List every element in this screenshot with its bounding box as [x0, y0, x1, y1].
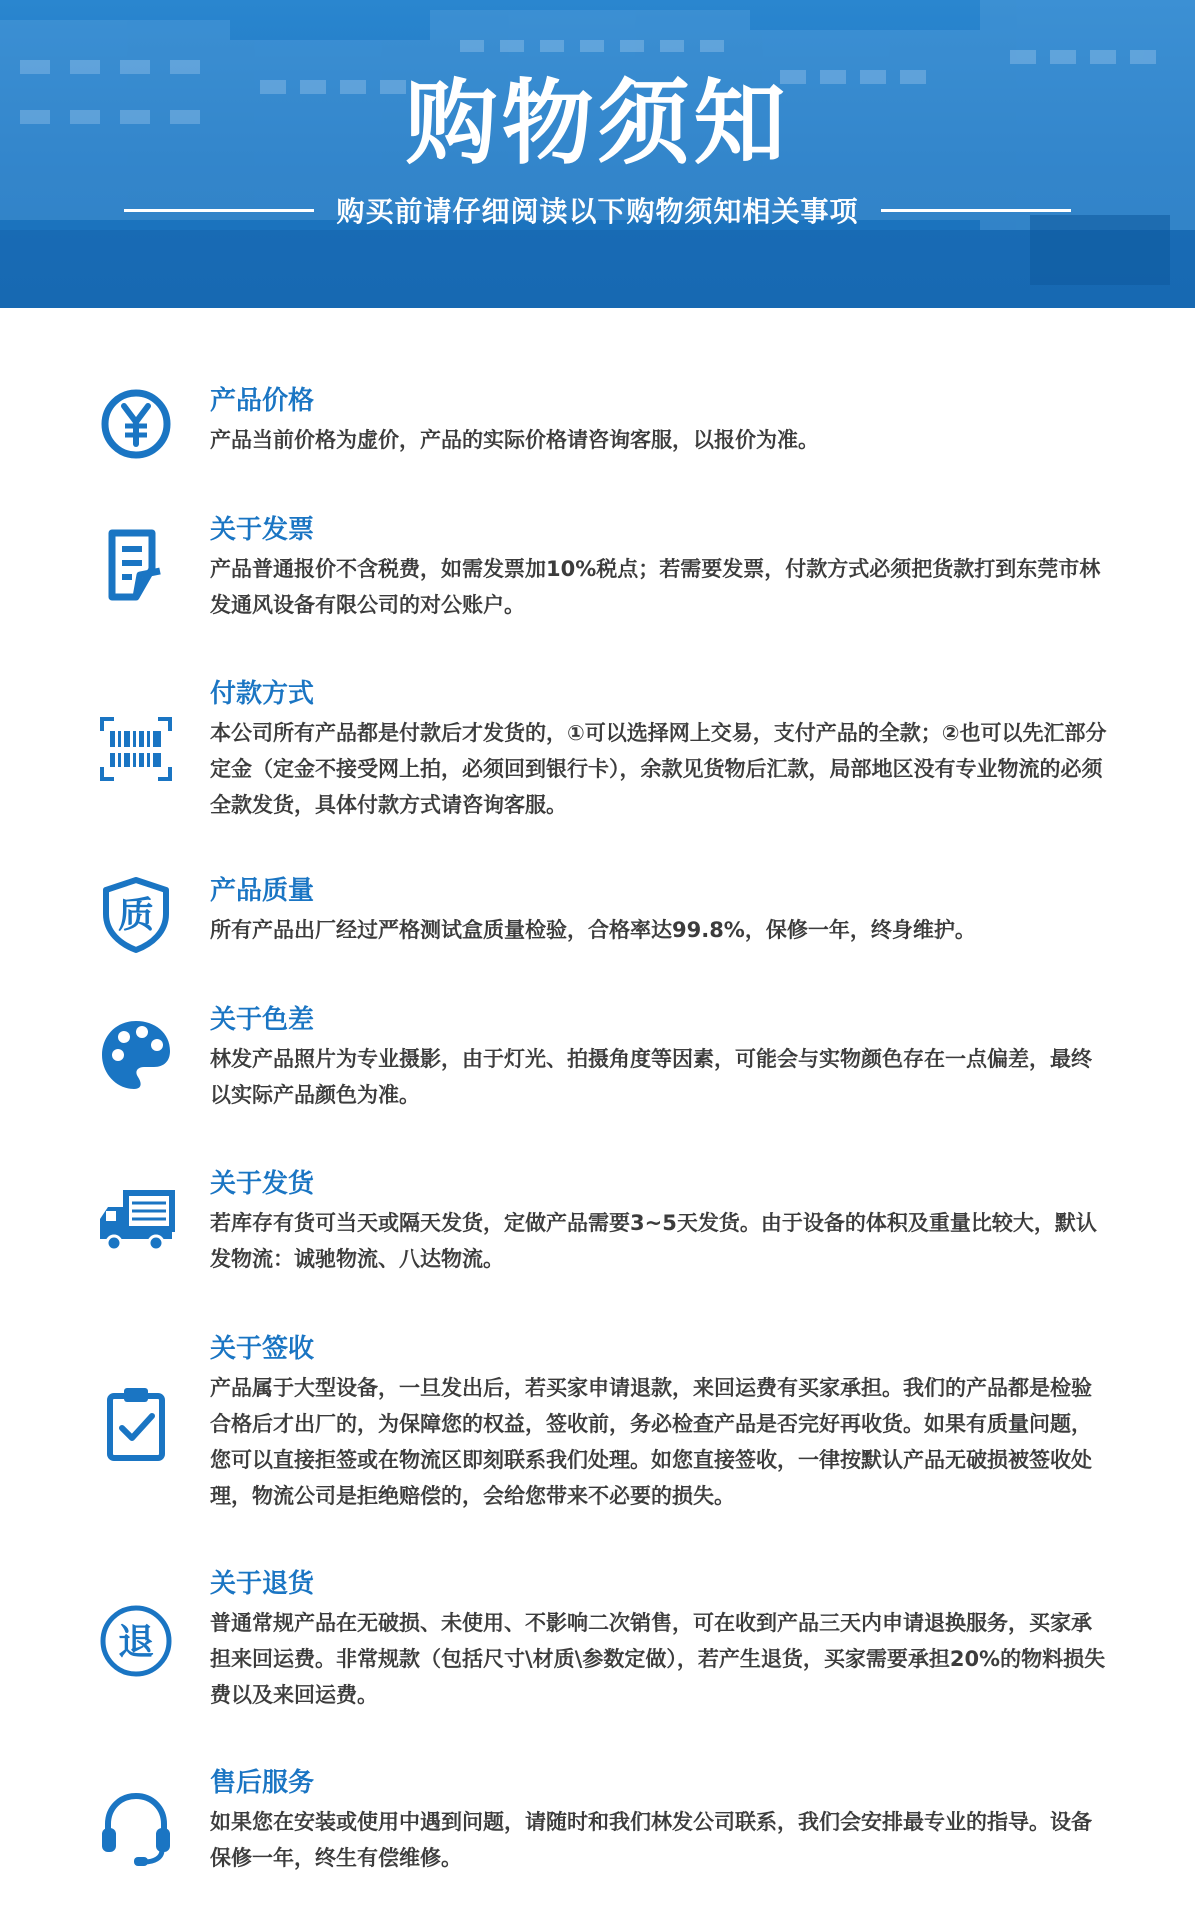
notice-heading: 关于发票: [210, 515, 315, 545]
notice-heading: 产品质量: [210, 876, 315, 906]
invoice-document-icon: [96, 525, 176, 605]
notice-heading: 关于签收: [210, 1334, 315, 1364]
notice-heading: 售后服务: [210, 1768, 315, 1798]
quality-shield-icon: [96, 874, 176, 954]
notice-text: 本公司所有产品都是付款后才发货的，①可以选择网上交易，支付产品的全款；②也可以先汇部分定金（定金不接受网上拍，必须回到银行卡），余款见货物后汇款，局部地区没有专业物流的必须全款发货，具体付款方式请咨询客服。: [210, 721, 1107, 817]
notice-heading: 关于色差: [210, 1005, 315, 1035]
notice-text: 如果您在安装或使用中遇到问题，请随时和我们林发公司联系，我们会安排最专业的指导。设备保修一年，终生有偿维修。: [210, 1810, 1092, 1870]
notice-text: 产品普通报价不含税费，如需发票加10%税点；若需要发票，付款方式必须把货款打到东莞市林发通风设备有限公司的对公账户。: [210, 557, 1101, 617]
notice-text: 所有产品出厂经过严格测试盒质量检验，合格率达99.8%，保修一年，终身维护。: [210, 918, 976, 942]
banner-title: 购物须知: [405, 70, 790, 177]
banner-subtitle: 购买前请仔细阅读以下购物须知相关事项: [336, 195, 859, 228]
notice-heading: 付款方式: [210, 679, 315, 709]
banner-subtitle-row: [0, 190, 1195, 230]
return-circle-glyph: 退: [117, 1622, 155, 1663]
notice-heading: 关于退货: [210, 1569, 315, 1599]
header-banner: [0, 0, 1195, 308]
notice-text: 若库存有货可当天或隔天发货，定做产品需要3~5天发货。由于设备的体积及重量比较大，默认发物流：诚驰物流、八达物流。: [210, 1211, 1097, 1271]
headset-icon: [96, 1788, 176, 1868]
notice-text: 普通常规产品在无破损、未使用、不影响二次销售，可在收到产品三天内申请退换服务，买家承担来回运费。非常规款（包括尺寸\材质\参数定做），若产生退货，买家需要承担20%的物料损失费以及来回运费。: [210, 1611, 1106, 1707]
clipboard-check-icon: [96, 1384, 176, 1464]
subtitle-right-rule: [881, 209, 1071, 212]
subtitle-left-rule: [124, 209, 314, 212]
quality-shield-glyph: 质: [117, 895, 155, 936]
notice-heading: 产品价格: [210, 386, 315, 416]
yen-circle-icon: [96, 384, 176, 464]
notice-text: 产品属于大型设备，一旦发出后，若买家申请退款，来回运费有买家承担。我们的产品都是检验合格后才出厂的，为保障您的权益，签收前，务必检查产品是否完好再收货。如果有质量问题，您可以直接拒签或在物流区即刻联系我们处理。如您直接签收，一律按默认产品无破损被签收处理，物流公司是拒绝赔偿的，会给您带来不必要的损失。: [210, 1376, 1092, 1508]
notice-text: 林发产品照片为专业摄影，由于灯光、拍摄角度等因素，可能会与实物颜色存在一点偏差，最终以实际产品颜色为准。: [210, 1047, 1092, 1107]
barcode-scan-icon: [96, 709, 176, 789]
palette-icon: [96, 1015, 176, 1095]
delivery-truck-icon: [96, 1181, 176, 1261]
notice-heading: 关于发货: [210, 1169, 315, 1199]
notice-text: 产品当前价格为虚价，产品的实际价格请咨询客服，以报价为准。: [210, 428, 819, 452]
return-circle-icon: [96, 1601, 176, 1681]
